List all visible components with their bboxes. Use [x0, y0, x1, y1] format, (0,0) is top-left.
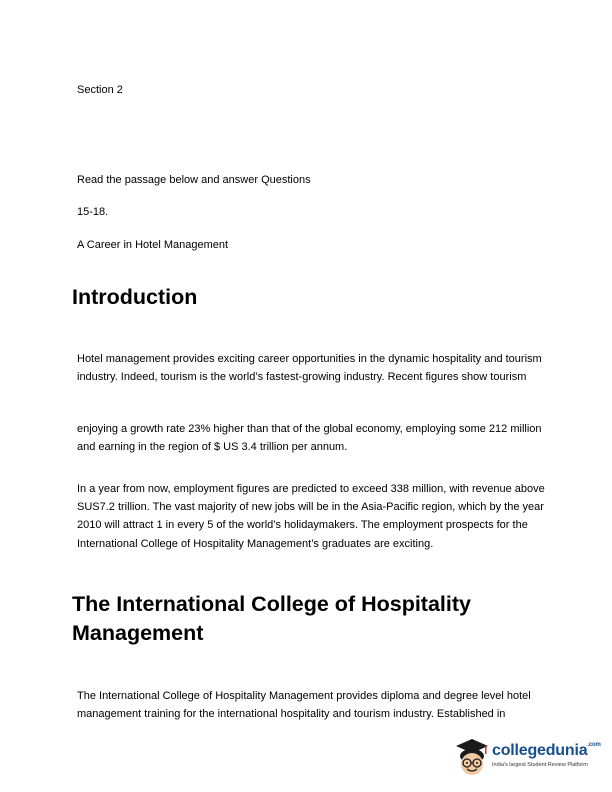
college-heading-line-1: The International College of Hospitality — [72, 592, 471, 616]
collegedunia-logo — [452, 736, 602, 784]
passage-title: A Career in Hotel Management — [77, 239, 229, 251]
logo-wordmark: collegedunia$^{.com}$ — [492, 742, 601, 759]
introduction-paragraph-3: In a year from now, employment figures are predicted to exceed 338 million, with revenue above SUS7.2 trillion. The vast majority of new jobs will be in the Asia-Pacific region, which by the year 2010 will attract 1 in every 5 of the world’s holidaymakers. The employment prospects for the International College of Hospitality Management’s graduates are exciting. — [77, 483, 545, 550]
college-heading-line-2: Management — [72, 621, 204, 645]
logo-tagline: India's largest Student Review Platform — [492, 762, 588, 768]
section-label: Section 2 — [77, 84, 123, 96]
mascot-icon — [452, 736, 492, 784]
college-paragraph-1: The International College of Hospitality Management provides diploma and degree level hotel management training for the international hospitality and tourism industry. Established in — [77, 690, 531, 721]
introduction-paragraph-1: Hotel management provides exciting career opportunities in the dynamic hospitality and tourism industry. Indeed, tourism is the world’s fastest-growing industry. Recent figures show tourism — [77, 353, 542, 384]
instructions-line-1: Read the passage below and answer Questions — [77, 174, 311, 186]
introduction-paragraph-2: enjoying a growth rate 23% higher than that of the global economy, employing some 212 million and earning in the region of $ US 3.4 trillion per annum. — [77, 423, 542, 454]
introduction-heading: Introduction — [72, 285, 198, 309]
instructions-line-2: 15-18. — [77, 206, 109, 218]
